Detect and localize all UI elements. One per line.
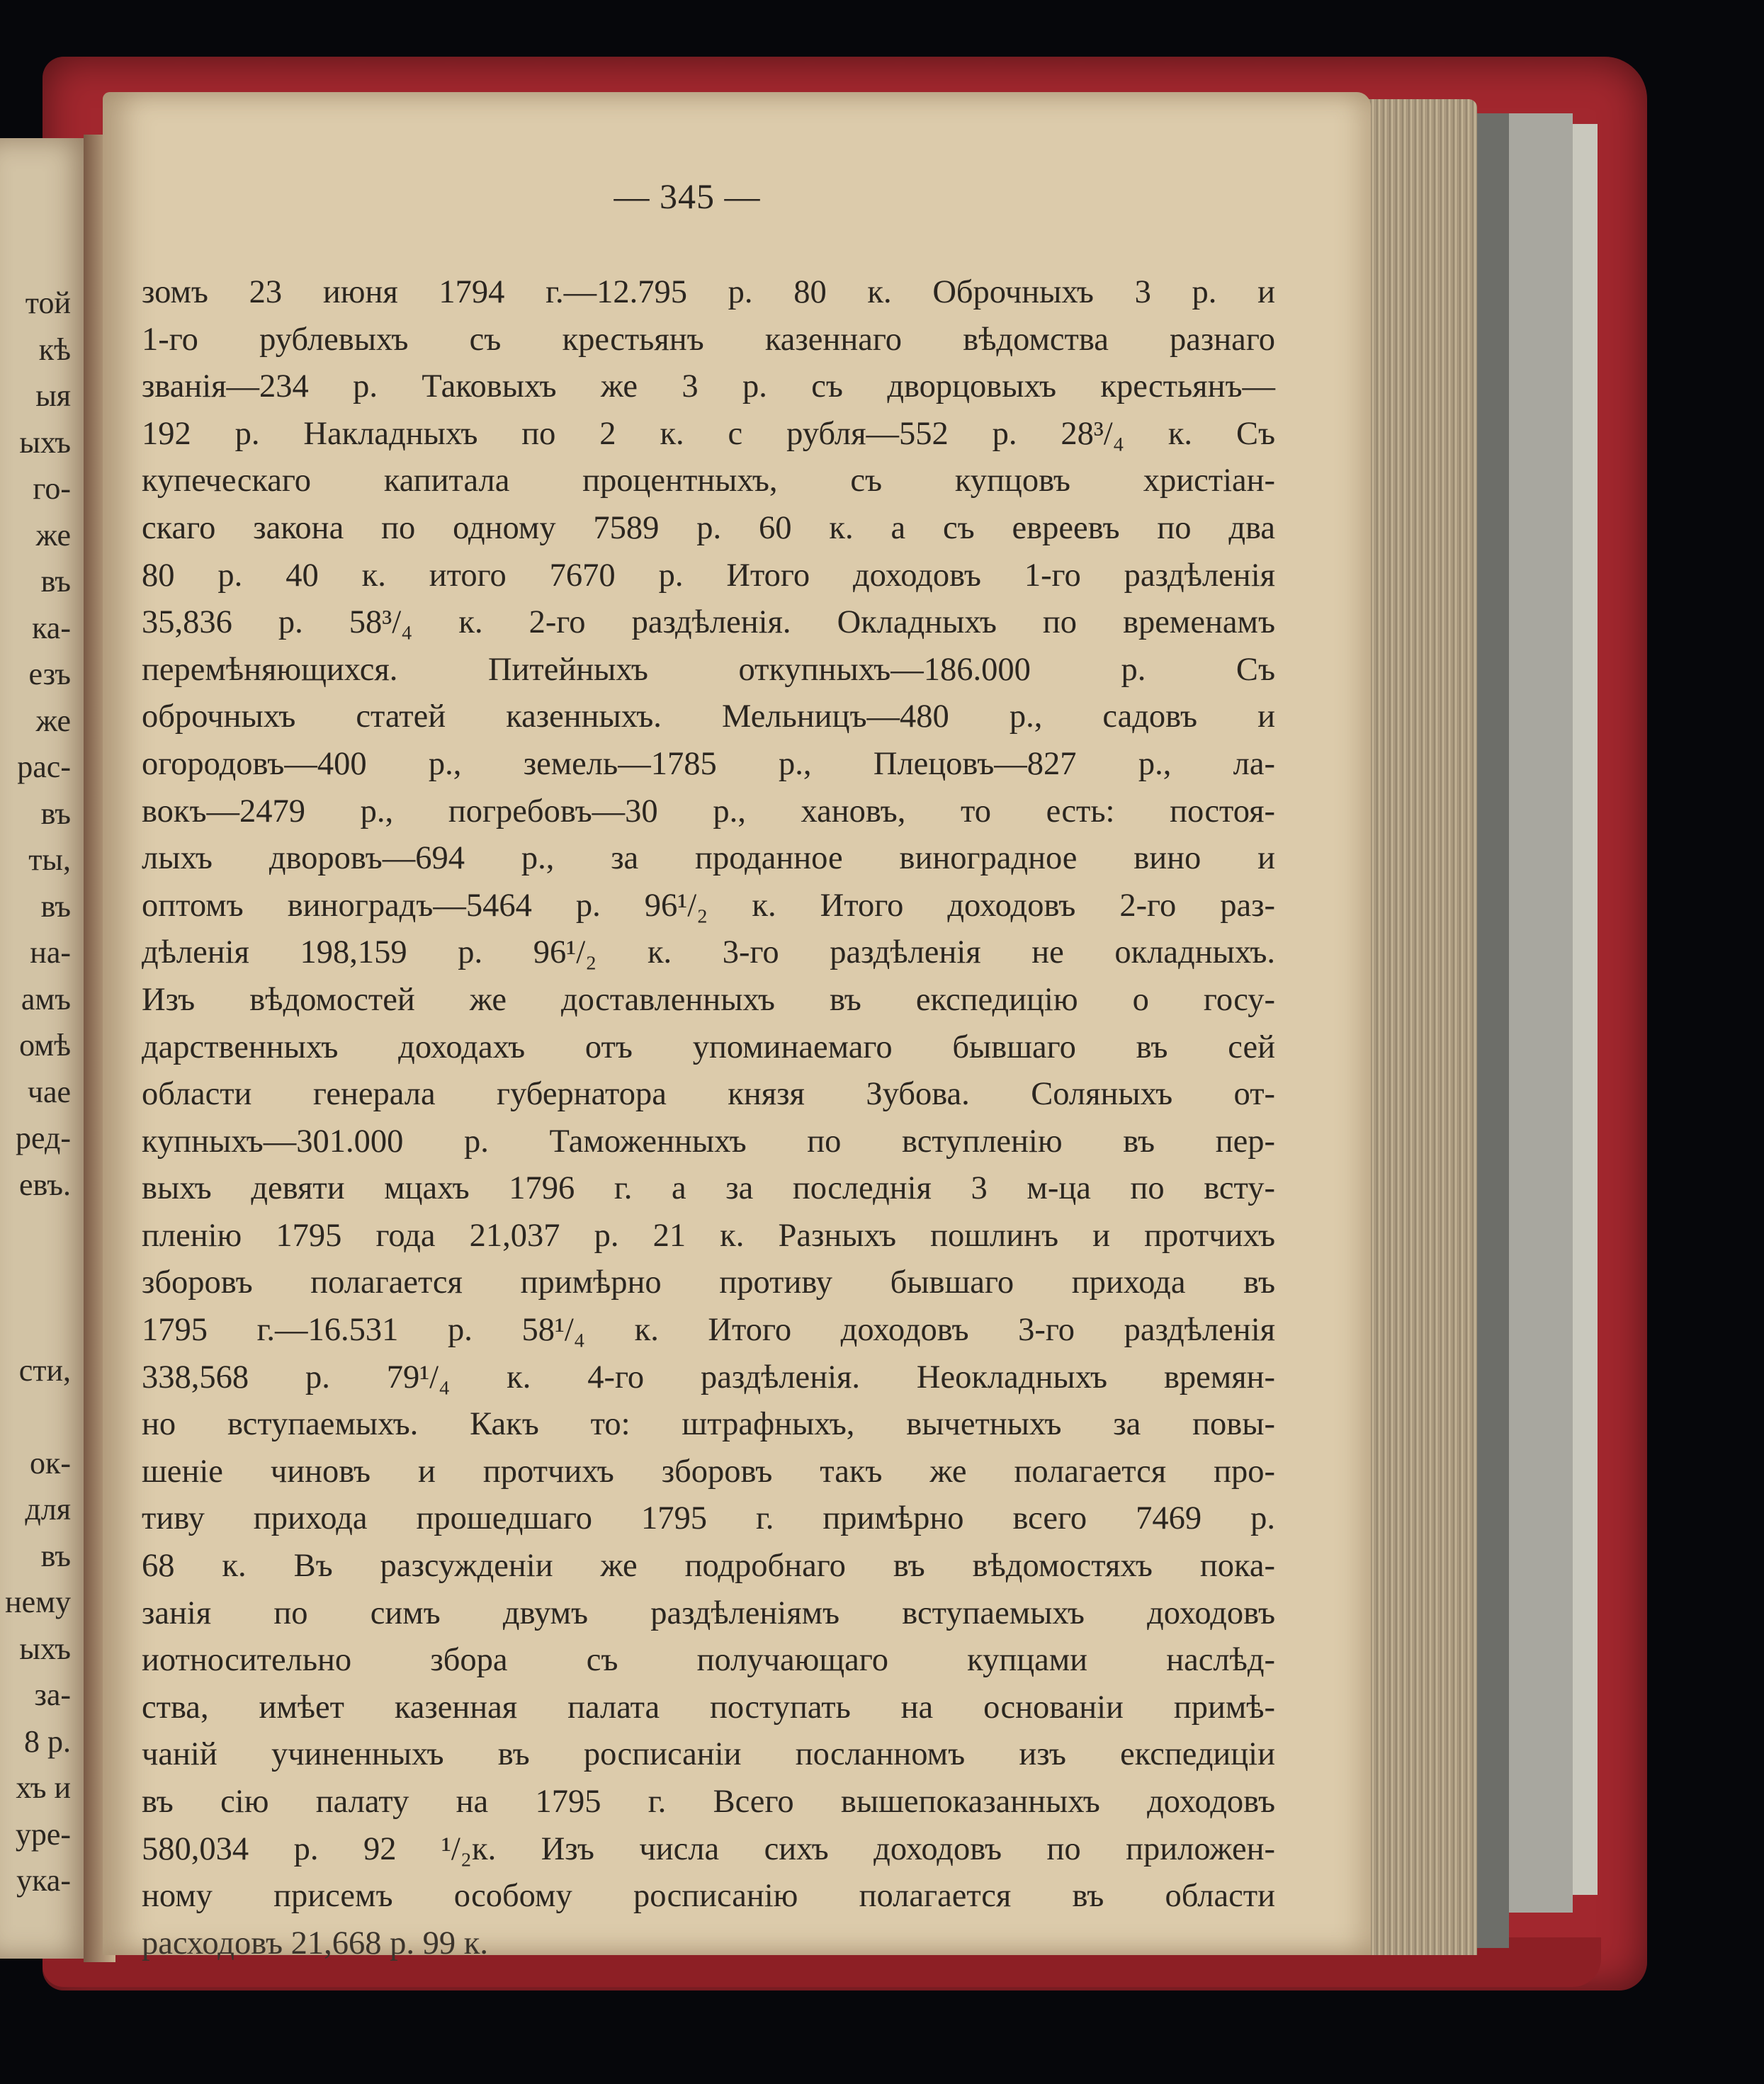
left-page-fragment: ыя: [35, 378, 71, 413]
text-line: зомъ 23 июня 1794 г.—12.795 р. 80 к. Оброчныхъ 3 р. и: [142, 274, 1275, 310]
text-line: 338,568 р. 79¹/₄ к. 4-го раздѣленія. Неокладныхъ времян-: [142, 1359, 1275, 1395]
left-page-fragment: ред-: [16, 1121, 71, 1155]
left-page-fragment: евъ.: [19, 1167, 71, 1202]
left-page-fragment: той: [25, 285, 71, 320]
text-line: области генерала губернатора князя Зубова. Соляныхъ от-: [142, 1076, 1275, 1113]
text-line: званія—234 р. Таковыхъ же 3 р. съ дворцовыхъ крестьянъ—: [142, 368, 1275, 405]
page-number: — 345 —: [614, 176, 761, 216]
left-page-fragment: омѣ: [19, 1028, 71, 1063]
left-page-fragment: же: [35, 703, 71, 738]
text-line: 68 к. Въ разсужденіи же подробнаго въ вѣдомостяхъ пока-: [142, 1548, 1275, 1585]
left-page-fragment: же: [35, 517, 71, 553]
left-page-fragment: ка-: [32, 610, 71, 645]
left-page-fragment: ок-: [29, 1445, 71, 1480]
text-line: купныхъ—301.000 р. Таможенныхъ по вступленію въ пер-: [142, 1123, 1275, 1160]
text-line: оброчныхъ статей казенныхъ. Мельницъ—480 р., садовъ и: [142, 698, 1275, 735]
text-line: 80 р. 40 к. итого 7670 р. Итого доходовъ 1-го раздѣленія: [142, 557, 1275, 594]
back-board-dark: [1474, 113, 1509, 1948]
text-line: занія по симъ двумъ раздѣленіямъ вступаемыхъ доходовъ: [142, 1595, 1275, 1631]
text-line: скаго закона по одному 7589 р. 60 к. а съ евреевъ по два: [142, 509, 1275, 546]
text-line: дѣленія 198,159 р. 96¹/₂ к. 3-го раздѣленія не окладныхъ.: [142, 934, 1275, 971]
text-line: иотносительно збора съ получающаго купцами наслѣд-: [142, 1642, 1275, 1679]
text-line: шеніе чиновъ и протчихъ зборовъ такъ же полагается про-: [142, 1453, 1275, 1490]
left-page-fragment: уре-: [15, 1816, 71, 1852]
left-page-fragment: въ: [40, 1538, 71, 1573]
text-line: вокъ—2479 р., погребовъ—30 р., хановъ, то есть: постоя-: [142, 793, 1275, 829]
text-line: 580,034 р. 92 ¹/₂к. Изъ числа сихъ доходовъ по приложен-: [142, 1830, 1275, 1867]
left-page-fragment: [0, 1255, 71, 1301]
text-line: 1795 г.—16.531 р. 58¹/₄ к. Итого доходовъ 3-го раздѣленія: [142, 1312, 1275, 1349]
left-page-fragment: кѣ: [38, 332, 71, 367]
left-page-fragment: ыхъ: [19, 424, 71, 460]
left-page-fragment: сти,: [18, 1352, 71, 1388]
left-page-fragment: амъ: [21, 981, 71, 1016]
left-page-fragment: го-: [33, 471, 71, 506]
text-line: перемѣняющихся. Питейныхъ откупныхъ—186.000 р. Съ: [142, 651, 1275, 688]
text-line: ства, имѣет казенная палата поступать на основаніи примѣ-: [142, 1689, 1275, 1726]
text-line: пленію 1795 года 21,037 р. 21 к. Разныхъ пошлинъ и протчихъ: [142, 1217, 1275, 1254]
text-line: зборовъ полагается примѣрно противу бывшаго прихода въ: [142, 1264, 1275, 1301]
text-line: купеческаго капитала процентныхъ, съ купцовъ христіан-: [142, 463, 1275, 499]
left-page-fragment: ты,: [28, 842, 71, 877]
text-line: 192 р. Накладныхъ по 2 к. с рубля—552 р. 28³/₄ к. Съ: [142, 415, 1275, 452]
left-page-fragment: ука-: [16, 1863, 71, 1898]
left-page-fragment: на-: [30, 935, 71, 970]
left-page-fragment: нему: [5, 1585, 71, 1619]
text-line: выхъ девяти мцахъ 1796 г. а за последнія 3 м-ца по всту-: [142, 1170, 1275, 1207]
text-line: оптомъ виноградъ—5464 р. 96¹/₂ к. Итого доходовъ 2-го раз-: [142, 887, 1275, 924]
text-line: огородовъ—400 р., земель—1785 р., Плецовъ—827 р., ла-: [142, 745, 1275, 782]
left-page-fragment: въ: [40, 888, 71, 924]
left-page-fragment: [0, 1208, 71, 1255]
left-page-fragment: ыхъ: [19, 1631, 71, 1666]
text-line: въ сію палату на 1795 г. Всего вышепоказанныхъ доходовъ: [142, 1784, 1275, 1820]
left-page-fragment: для: [25, 1492, 71, 1527]
text-line: тиву прихода прошедшаго 1795 г. примѣрно всего 7469 р.: [142, 1500, 1275, 1537]
left-page-fragment: въ: [40, 564, 71, 599]
left-page-fragment: за-: [34, 1677, 71, 1712]
left-page-fragment: въ: [40, 795, 71, 831]
text-line: ному присемъ особому росписанію полагается въ области: [142, 1878, 1275, 1915]
left-page-fragment: чае: [27, 1074, 71, 1109]
text-line: чаній учиненныхъ въ росписаніи посланномъ изъ експедиціи: [142, 1736, 1275, 1773]
text-line: дарственныхъ доходахъ отъ упоминаемаго бывшаго въ сей: [142, 1029, 1275, 1065]
text-line: 1-го рублевыхъ съ крестьянъ казеннаго вѣдомства разнаго: [142, 321, 1275, 358]
page-body-text: [142, 269, 1275, 1967]
left-page-fragment: рас-: [17, 749, 71, 784]
left-page-fragment: езъ: [28, 657, 71, 691]
left-page-text-fragments: [0, 280, 71, 1904]
text-line: лыхъ дворовъ—694 р., за проданное виноградное вино и: [142, 840, 1275, 877]
text-line: но вступаемыхъ. Какъ то: штрафныхъ, вычетныхъ за повы-: [142, 1406, 1275, 1443]
left-page-fragment: [0, 1301, 71, 1347]
text-line: Изъ вѣдомостей же доставленныхъ въ експедицію о госу-: [142, 981, 1275, 1018]
left-page-fragment: [0, 1393, 71, 1440]
left-page-fragment: 8 р.: [24, 1723, 71, 1759]
text-line: расходовъ 21,668 р. 99 к.: [142, 1925, 489, 1961]
back-board: [1509, 113, 1573, 1913]
left-page-fragment: хъ и: [16, 1770, 71, 1805]
text-line: 35,836 р. 58³/₄ к. 2-го раздѣленія. Окладныхъ по временамъ: [142, 604, 1275, 641]
